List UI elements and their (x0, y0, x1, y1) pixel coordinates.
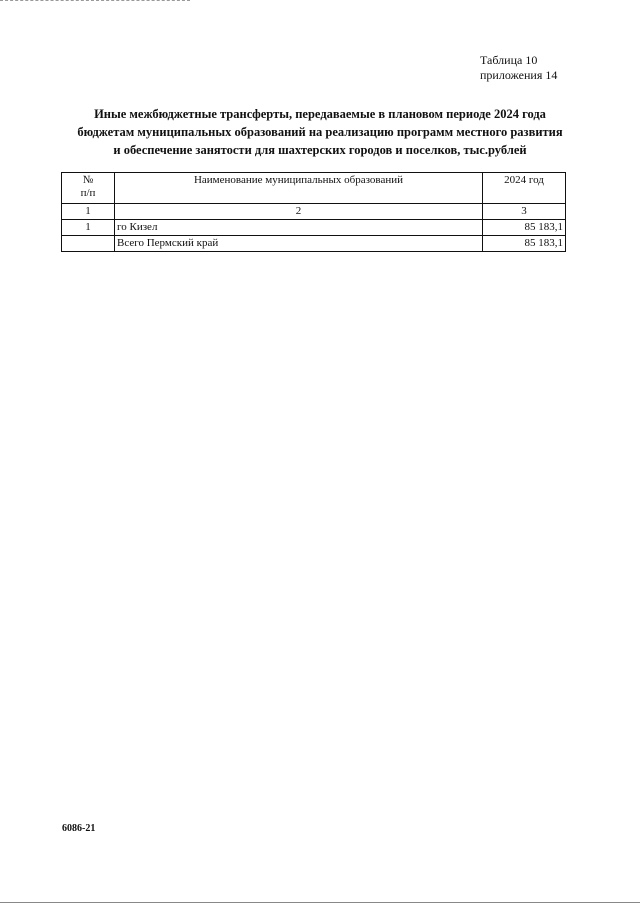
total-value: 85 183,1 (483, 236, 566, 252)
table-number: Таблица 10 (480, 53, 538, 67)
table-row (62, 220, 566, 236)
scan-bottom-edge (0, 902, 640, 904)
row-num: 1 (62, 220, 115, 236)
scan-top-edge (0, 0, 190, 2)
document-title (60, 105, 580, 159)
row-value: 85 183,1 (483, 220, 566, 236)
column-number-3: 3 (483, 204, 566, 220)
header-num: № п/п (62, 173, 115, 204)
column-number-2: 2 (115, 204, 483, 220)
table-header-row (62, 173, 566, 204)
column-number-row (62, 204, 566, 220)
title-line-2: бюджетам муниципальных образований на реализацию программ местного развития (77, 125, 563, 139)
title-line-3: и обеспечение занятости для шахтерских городов и поселков, тыс.рублей (113, 143, 527, 157)
table-reference (480, 53, 600, 83)
column-number-1: 1 (62, 204, 115, 220)
total-num (62, 236, 115, 252)
annex-number: приложения 14 (480, 68, 558, 82)
header-name: Наименование муниципальных образований (115, 173, 483, 204)
total-name: Всего Пермский край (115, 236, 483, 252)
total-row (62, 236, 566, 252)
transfers-table (61, 172, 566, 252)
title-line-1: Иные межбюджетные трансферты, передаваемые в плановом периоде 2024 года (94, 107, 546, 121)
header-year: 2024 год (483, 173, 566, 204)
row-name: го Кизел (115, 220, 483, 236)
document-code: 6086-21 (62, 823, 96, 834)
